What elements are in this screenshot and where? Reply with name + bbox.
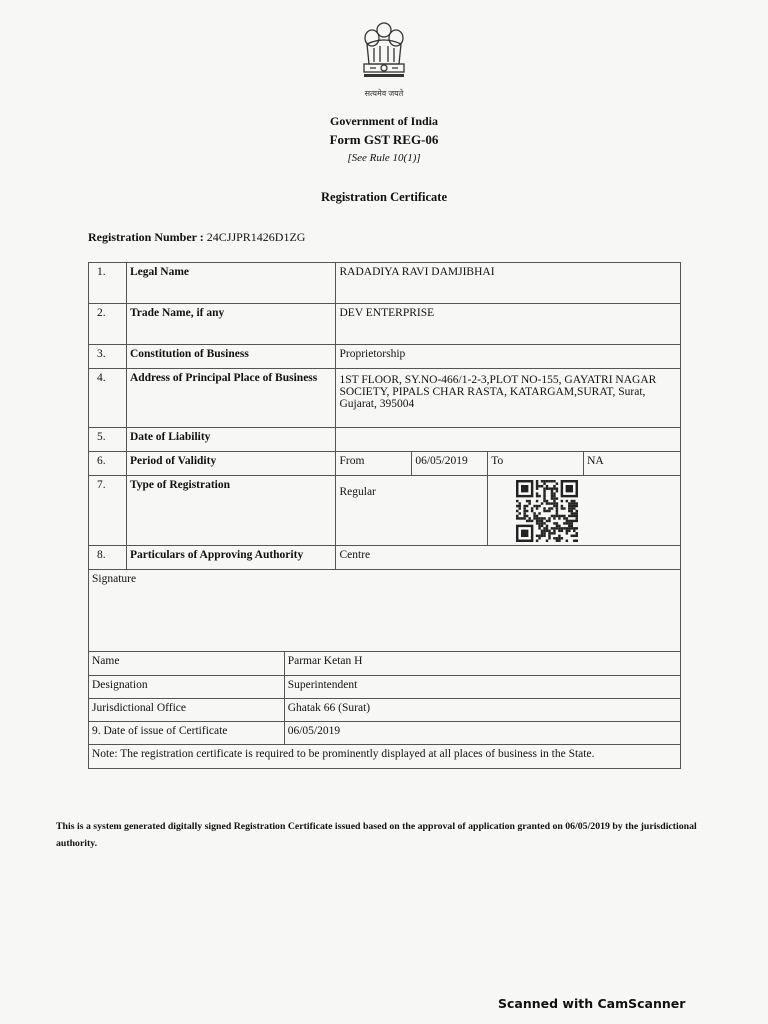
display-note: Note: The registration certificate is required to be prominently displayed at all places of business in the State. (89, 745, 681, 769)
table-row (89, 476, 681, 546)
signature-label: Signature (89, 570, 681, 652)
signature-table (88, 569, 681, 769)
table-row (89, 570, 681, 652)
row-number: 7. (89, 476, 127, 546)
name-value: Parmar Ketan H (284, 652, 680, 676)
registration-type-value: Regular (336, 476, 488, 546)
row-number: 5. (89, 428, 127, 452)
national-emblem-icon (358, 20, 410, 90)
name-label: Name (89, 652, 285, 676)
table-row (89, 546, 681, 570)
issue-date-label: 9. Date of issue of Certificate (89, 722, 285, 745)
row-label: Constitution of Business (126, 345, 336, 369)
row-number: 2. (89, 304, 127, 345)
approving-authority-value: Centre (336, 546, 681, 570)
designation-value: Superintendent (284, 676, 680, 699)
row-label: Address of Principal Place of Business (126, 369, 336, 428)
table-row (89, 263, 681, 304)
row-label: Legal Name (126, 263, 336, 304)
row-number: 6. (89, 452, 127, 476)
row-label: Type of Registration (126, 476, 336, 546)
table-row (89, 676, 681, 699)
qr-code-icon (515, 480, 579, 542)
constitution-value: Proprietorship (336, 345, 681, 369)
row-label: Period of Validity (126, 452, 336, 476)
page-title: Registration Certificate (321, 190, 447, 204)
registration-number-line (88, 230, 305, 245)
table-row (89, 369, 681, 428)
government-heading: Government of India (330, 114, 438, 128)
registration-number-label: Registration Number : (88, 230, 204, 244)
issue-date-value: 06/05/2019 (284, 722, 680, 745)
designation-label: Designation (89, 676, 285, 699)
row-number: 8. (89, 546, 127, 570)
validity-to-label: To (488, 452, 584, 476)
form-heading: Form GST REG-06 (329, 132, 439, 147)
scanner-watermark: Scanned with CamScanner (498, 996, 686, 1011)
table-row (89, 345, 681, 369)
row-label: Particulars of Approving Authority (126, 546, 336, 570)
row-label: Date of Liability (126, 428, 336, 452)
table-row (89, 428, 681, 452)
address-value: 1ST FLOOR, SY.NO-466/1-2-3,PLOT NO-155, GAYATRI NAGAR SOCIETY, PIPALS CHAR RASTA, KATARGAM,SURAT, Surat, Gujarat, 395004 (336, 369, 681, 428)
row-number: 3. (89, 345, 127, 369)
table-row (89, 304, 681, 345)
validity-to-value: NA (584, 452, 681, 476)
validity-from-value: 06/05/2019 (412, 452, 488, 476)
table-row (89, 452, 681, 476)
row-number: 1. (89, 263, 127, 304)
row-number: 4. (89, 369, 127, 428)
row-label: Trade Name, if any (126, 304, 336, 345)
rule-reference: [See Rule 10(1)] (347, 152, 421, 164)
validity-from-label: From (336, 452, 412, 476)
table-row (89, 652, 681, 676)
qr-cell (488, 476, 681, 546)
system-generated-note: This is a system generated digitally signed Registration Certificate issued based on the approval of application granted on 06/05/2019 by the jurisdictional authority. (56, 821, 697, 849)
table-row (89, 699, 681, 722)
liability-date-value (336, 428, 681, 452)
trade-name-value: DEV ENTERPRISE (336, 304, 681, 345)
table-row (89, 722, 681, 745)
registration-details-table (88, 262, 681, 570)
emblem-motto: सत्यमेव जयते (364, 89, 404, 98)
office-label: Jurisdictional Office (89, 699, 285, 722)
registration-number-value: 24CJJPR1426D1ZG (206, 230, 306, 244)
office-value: Ghatak 66 (Surat) (284, 699, 680, 722)
table-row (89, 745, 681, 769)
legal-name-value: RADADIYA RAVI DAMJIBHAI (336, 263, 681, 304)
